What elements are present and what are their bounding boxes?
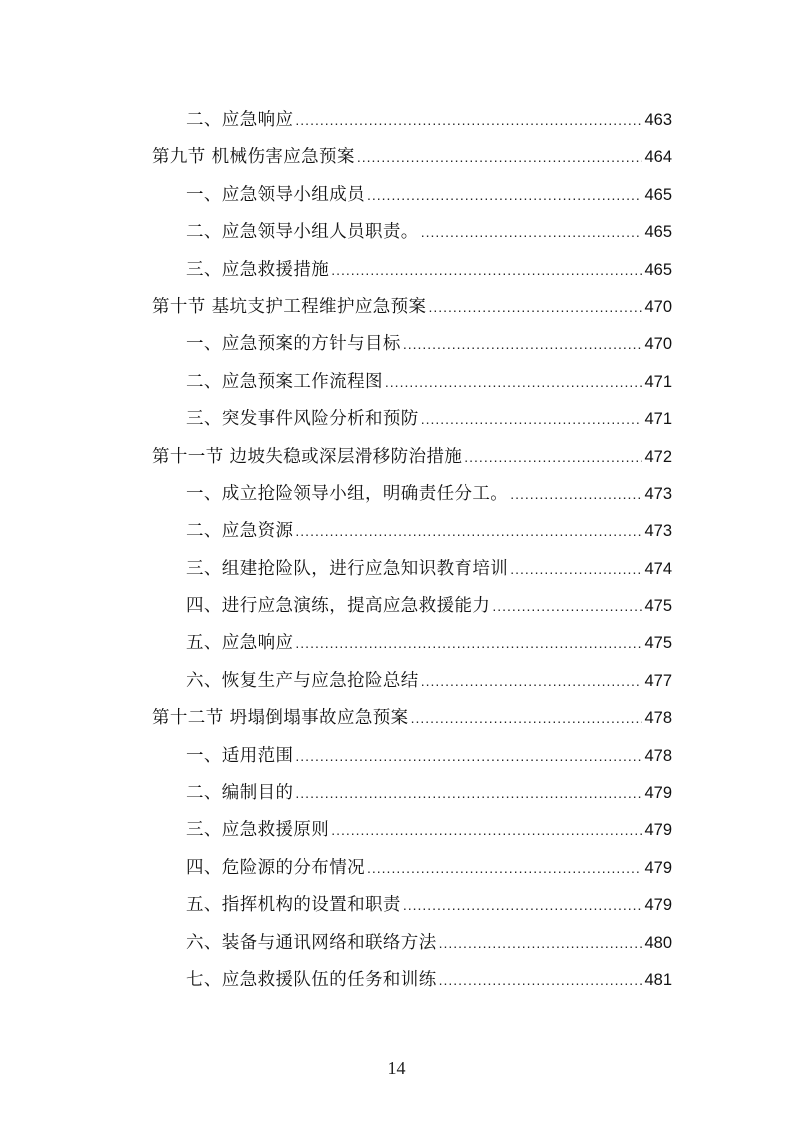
toc-entry-page-number: 473 bbox=[644, 522, 672, 541]
toc-entry-page-number: 474 bbox=[644, 559, 672, 578]
toc-subsection-entry[interactable] bbox=[152, 962, 672, 999]
toc-subsection-entry[interactable] bbox=[152, 812, 672, 849]
toc-entry-title: 第十二节 坍塌倒塌事故应急预案 bbox=[152, 708, 409, 729]
toc-dot-leader bbox=[421, 663, 643, 700]
toc-entry-page-number: 481 bbox=[644, 970, 672, 989]
toc-entry-page-number: 479 bbox=[644, 784, 672, 803]
toc-entry-title: 五、应急响应 bbox=[186, 633, 294, 654]
toc-subsection-entry[interactable] bbox=[152, 551, 672, 588]
toc-entry-title: 第九节 机械伤害应急预案 bbox=[152, 147, 355, 168]
toc-entry-page-number: 475 bbox=[644, 634, 672, 653]
toc-entry-title: 一、应急预案的方针与目标 bbox=[186, 334, 401, 355]
toc-dot-leader bbox=[411, 700, 643, 737]
toc-subsection-entry[interactable] bbox=[152, 476, 672, 513]
toc-entry-page-number: 465 bbox=[644, 260, 672, 279]
table-of-contents bbox=[152, 102, 672, 999]
toc-entry-page-number: 472 bbox=[644, 447, 672, 466]
toc-subsection-entry[interactable] bbox=[152, 625, 672, 662]
toc-dot-leader bbox=[510, 476, 642, 513]
toc-subsection-entry[interactable] bbox=[152, 252, 672, 289]
toc-entry-title: 二、编制目的 bbox=[186, 783, 294, 804]
toc-dot-leader bbox=[510, 551, 642, 588]
toc-entry-title: 二、应急领导小组人员职责。 bbox=[186, 222, 419, 243]
toc-entry-title: 五、指挥机构的设置和职责 bbox=[186, 895, 401, 916]
toc-entry-title: 四、危险源的分布情况 bbox=[186, 857, 365, 878]
toc-dot-leader bbox=[439, 925, 643, 962]
toc-entry-page-number: 470 bbox=[644, 335, 672, 354]
toc-section-entry[interactable] bbox=[152, 439, 672, 476]
toc-dot-leader bbox=[439, 962, 643, 999]
toc-entry-title: 一、适用范围 bbox=[186, 745, 294, 766]
toc-entry-title: 六、装备与通讯网络和联络方法 bbox=[186, 932, 437, 953]
toc-entry-title: 三、组建抢险队，进行应急知识教育培训 bbox=[186, 558, 509, 579]
toc-entry-page-number: 479 bbox=[644, 858, 672, 877]
toc-dot-leader bbox=[295, 102, 642, 139]
toc-entry-title: 一、应急领导小组成员 bbox=[186, 184, 365, 205]
toc-entry-title: 三、应急救援原则 bbox=[186, 820, 330, 841]
toc-dot-leader bbox=[367, 850, 642, 887]
toc-dot-leader bbox=[421, 214, 643, 251]
toc-entry-page-number: 473 bbox=[644, 484, 672, 503]
toc-subsection-entry[interactable] bbox=[152, 177, 672, 214]
toc-subsection-entry[interactable] bbox=[152, 850, 672, 887]
toc-entry-title: 二、应急资源 bbox=[186, 521, 294, 542]
toc-section-entry[interactable] bbox=[152, 700, 672, 737]
toc-dot-leader bbox=[357, 139, 643, 176]
toc-dot-leader bbox=[403, 887, 643, 924]
toc-entry-page-number: 465 bbox=[644, 185, 672, 204]
toc-entry-page-number: 463 bbox=[644, 111, 672, 129]
toc-dot-leader bbox=[295, 775, 642, 812]
toc-entry-page-number: 478 bbox=[644, 746, 672, 765]
toc-subsection-entry[interactable] bbox=[152, 663, 672, 700]
toc-entry-page-number: 471 bbox=[644, 410, 672, 429]
toc-entry-page-number: 479 bbox=[644, 896, 672, 915]
toc-subsection-entry[interactable] bbox=[152, 513, 672, 550]
toc-entry-page-number: 470 bbox=[644, 297, 672, 316]
toc-dot-leader bbox=[464, 439, 642, 476]
toc-dot-leader bbox=[331, 812, 642, 849]
toc-dot-leader bbox=[295, 625, 642, 662]
toc-entry-title: 第十节 基坑支护工程维护应急预案 bbox=[152, 296, 427, 317]
toc-entry-page-number: 477 bbox=[644, 671, 672, 690]
toc-dot-leader bbox=[295, 738, 642, 775]
toc-section-entry[interactable] bbox=[152, 289, 672, 326]
toc-subsection-entry[interactable] bbox=[152, 401, 672, 438]
toc-dot-leader bbox=[367, 177, 642, 214]
toc-entry-page-number: 464 bbox=[644, 148, 672, 167]
toc-dot-leader bbox=[331, 252, 642, 289]
toc-entry-title: 七、应急救援队伍的任务和训练 bbox=[186, 969, 437, 990]
toc-entry-page-number: 465 bbox=[644, 223, 672, 242]
toc-dot-leader bbox=[295, 513, 642, 550]
toc-subsection-entry[interactable] bbox=[152, 588, 672, 625]
toc-subsection-entry[interactable] bbox=[152, 102, 672, 139]
toc-subsection-entry[interactable] bbox=[152, 887, 672, 924]
toc-subsection-entry[interactable] bbox=[152, 326, 672, 363]
toc-entry-title: 第十一节 边坡失稳或深层滑移防治措施 bbox=[152, 446, 463, 467]
toc-subsection-entry[interactable] bbox=[152, 775, 672, 812]
toc-section-entry[interactable] bbox=[152, 139, 672, 176]
toc-entry-page-number: 479 bbox=[644, 821, 672, 840]
toc-subsection-entry[interactable] bbox=[152, 214, 672, 251]
toc-entry-page-number: 471 bbox=[644, 372, 672, 391]
toc-entry-title: 二、应急响应 bbox=[186, 110, 294, 130]
toc-dot-leader bbox=[428, 289, 642, 326]
toc-subsection-entry[interactable] bbox=[152, 364, 672, 401]
toc-dot-leader bbox=[385, 364, 643, 401]
toc-subsection-entry[interactable] bbox=[152, 738, 672, 775]
page-number: 14 bbox=[387, 1058, 406, 1078]
toc-entry-title: 二、应急预案工作流程图 bbox=[186, 371, 383, 392]
toc-subsection-entry[interactable] bbox=[152, 925, 672, 962]
toc-entry-page-number: 480 bbox=[644, 933, 672, 952]
toc-entry-page-number: 475 bbox=[644, 597, 672, 616]
toc-entry-title: 六、恢复生产与应急抢险总结 bbox=[186, 670, 419, 691]
toc-entry-title: 三、突发事件风险分析和预防 bbox=[186, 409, 419, 430]
toc-entry-page-number: 478 bbox=[644, 709, 672, 728]
toc-dot-leader bbox=[421, 401, 643, 438]
toc-entry-title: 一、成立抢险领导小组，明确责任分工。 bbox=[186, 483, 509, 504]
toc-entry-title: 三、应急救援措施 bbox=[186, 259, 330, 280]
toc-dot-leader bbox=[403, 326, 643, 363]
toc-dot-leader bbox=[492, 588, 642, 625]
toc-entry-title: 四、进行应急演练，提高应急救援能力 bbox=[186, 596, 491, 617]
